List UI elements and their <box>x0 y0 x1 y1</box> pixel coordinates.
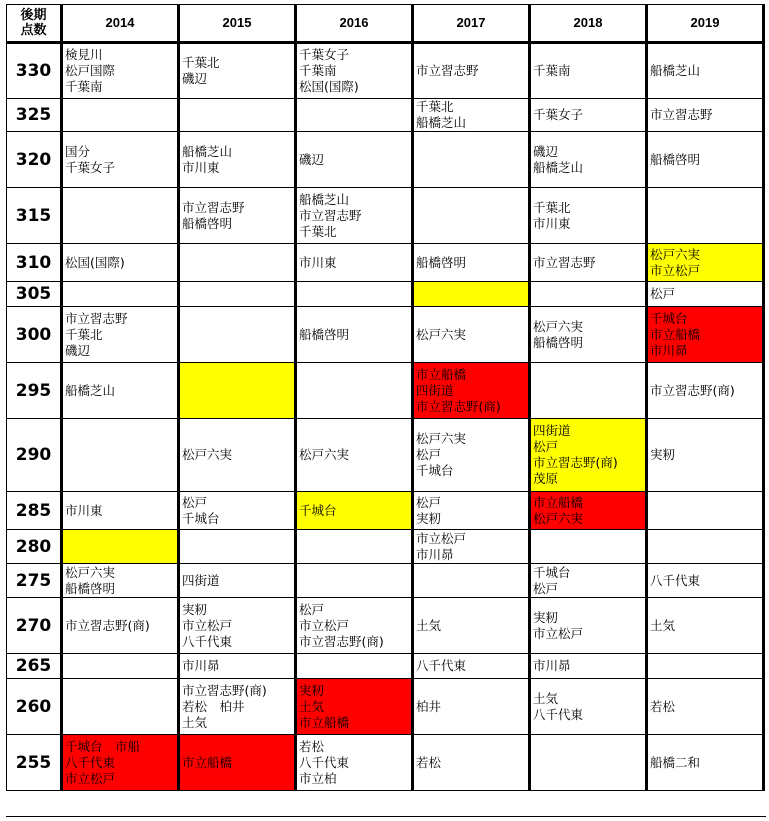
school-cell <box>296 132 413 188</box>
score-cell: 320 <box>7 132 62 188</box>
school-name: 松戸 <box>299 601 325 617</box>
school-cell <box>530 654 647 679</box>
table-continuation-edge <box>6 816 766 821</box>
score-cell: 275 <box>7 564 62 598</box>
score-cell: 300 <box>7 307 62 363</box>
school-name: 土気 <box>416 617 442 633</box>
year-header-2015: 2015 <box>179 5 296 43</box>
year-header-2014: 2014 <box>62 5 179 43</box>
school-cell <box>62 244 179 282</box>
school-name: 茂原 <box>533 471 559 486</box>
school-cell <box>647 363 764 419</box>
school-name: 市立習志野 <box>650 107 713 122</box>
school-name: 市立松戸 <box>650 262 701 278</box>
school-cell <box>413 735 530 791</box>
table-row <box>7 188 764 244</box>
table-row <box>7 282 764 307</box>
header-row <box>7 5 764 43</box>
school-name: 市立習志野(商) <box>416 398 501 414</box>
school-cell <box>413 654 530 679</box>
school-name: 松戸 <box>416 494 442 510</box>
school-name: 松戸六実 <box>416 431 467 446</box>
school-name: 若松 <box>299 738 325 754</box>
school-cell <box>296 282 413 307</box>
school-name: 八千代東 <box>416 658 467 673</box>
school-name: 松戸六実 <box>65 564 116 580</box>
school-name: 柏井 <box>416 698 442 714</box>
school-name: 土気 <box>299 698 325 714</box>
school-cell <box>647 564 764 598</box>
school-cell <box>296 654 413 679</box>
school-name: 市立船橋 <box>299 714 350 730</box>
school-cell <box>62 43 179 99</box>
school-cell <box>62 419 179 492</box>
school-name: 八千代東 <box>299 754 350 770</box>
school-name: 市立習志野 <box>416 63 479 78</box>
school-name: 千葉女子 <box>299 47 350 62</box>
school-cell <box>530 735 647 791</box>
school-cell <box>62 132 179 188</box>
school-name: 実籾 <box>182 601 208 617</box>
score-table <box>6 4 765 791</box>
score-cell: 305 <box>7 282 62 307</box>
school-name: 千葉南 <box>299 63 337 78</box>
school-cell <box>62 492 179 530</box>
school-cell <box>296 307 413 363</box>
school-name: 市川昴 <box>650 342 688 358</box>
school-cell <box>530 99 647 132</box>
score-cell: 310 <box>7 244 62 282</box>
school-name: 千城台 <box>416 463 454 478</box>
school-cell <box>413 43 530 99</box>
school-name: 土気 <box>533 690 559 706</box>
school-cell <box>296 244 413 282</box>
school-cell <box>647 419 764 492</box>
score-cell: 295 <box>7 363 62 419</box>
school-name: 千葉北 <box>182 55 220 70</box>
school-name: 市立船橋 <box>182 754 233 770</box>
table-row <box>7 598 764 654</box>
year-header-2017: 2017 <box>413 5 530 43</box>
school-cell <box>179 679 296 735</box>
school-cell <box>62 654 179 679</box>
school-name: 松戸六実 <box>182 447 233 462</box>
school-name: 市川昴 <box>182 658 220 673</box>
school-name: 市川昴 <box>533 658 571 673</box>
school-cell <box>647 492 764 530</box>
school-name: 若松 <box>416 754 442 770</box>
school-cell <box>296 99 413 132</box>
school-cell <box>530 363 647 419</box>
school-name: 市立習志野 <box>533 254 596 270</box>
school-name: 若松 柏井 <box>182 698 245 714</box>
school-cell <box>647 735 764 791</box>
school-name: 船橋啓明 <box>416 254 467 270</box>
school-name: 四街道 <box>416 382 454 398</box>
score-column-header <box>7 5 62 43</box>
school-name: 千城台 <box>533 564 571 580</box>
school-cell <box>530 598 647 654</box>
school-cell <box>413 530 530 564</box>
school-name: 千葉女子 <box>533 107 584 122</box>
school-cell <box>62 598 179 654</box>
school-cell <box>62 679 179 735</box>
school-cell <box>413 492 530 530</box>
school-cell <box>530 679 647 735</box>
school-name: 市川昴 <box>416 546 454 562</box>
school-cell <box>179 43 296 99</box>
score-cell: 280 <box>7 530 62 564</box>
school-cell <box>179 735 296 791</box>
school-name: 市川東 <box>533 215 571 231</box>
school-name: 磯辺 <box>533 143 559 159</box>
school-name: 千城台 <box>650 310 688 326</box>
school-name: 国分 <box>65 143 91 159</box>
score-cell: 265 <box>7 654 62 679</box>
school-name: 八千代東 <box>65 754 116 770</box>
school-name: 市立習志野(商) <box>650 382 735 398</box>
school-name: 市立習志野(商) <box>533 455 618 470</box>
school-name: 市川東 <box>65 502 103 518</box>
school-cell <box>413 132 530 188</box>
score-cell: 270 <box>7 598 62 654</box>
score-cell: 290 <box>7 419 62 492</box>
school-name: 市川東 <box>182 159 220 175</box>
school-name: 若松 <box>650 698 676 714</box>
school-name: 松戸国際 <box>65 63 116 78</box>
school-cell <box>530 282 647 307</box>
table-row <box>7 492 764 530</box>
school-name: 松戸 <box>416 447 442 462</box>
school-cell <box>296 598 413 654</box>
school-name: 千葉南 <box>65 79 103 94</box>
school-name: 市立習志野 <box>182 199 245 215</box>
school-name: 八千代東 <box>533 706 584 722</box>
school-name: 松戸六実 <box>533 510 584 526</box>
school-name: 市立習志野(商) <box>65 617 150 633</box>
school-name: 実籾 <box>533 609 559 625</box>
school-name: 船橋芝山 <box>182 143 233 159</box>
school-name: 松戸六実 <box>299 447 350 462</box>
school-cell <box>179 244 296 282</box>
school-name: 松戸六実 <box>650 246 701 262</box>
school-name: 市立柏 <box>299 770 337 786</box>
school-name: 船橋啓明 <box>533 334 584 350</box>
score-cell: 255 <box>7 735 62 791</box>
school-cell <box>647 244 764 282</box>
school-cell <box>530 43 647 99</box>
school-name: 船橋芝山 <box>299 191 350 207</box>
school-name: 船橋二和 <box>650 754 701 770</box>
school-cell <box>413 564 530 598</box>
school-cell <box>62 530 179 564</box>
school-cell <box>647 282 764 307</box>
school-name: 千葉女子 <box>65 159 116 175</box>
table-row <box>7 363 764 419</box>
school-name: 市立松戸 <box>416 530 467 546</box>
score-cell: 285 <box>7 492 62 530</box>
table-row <box>7 419 764 492</box>
school-name: 千葉南 <box>533 63 571 78</box>
school-cell <box>530 492 647 530</box>
corner-label-line1: 後期 <box>20 8 47 23</box>
school-cell <box>647 99 764 132</box>
school-name: 船橋啓明 <box>650 151 701 167</box>
school-cell <box>179 564 296 598</box>
corner-label-line2: 点数 <box>20 23 47 38</box>
school-name: 松国(国際) <box>299 79 359 94</box>
school-cell <box>413 419 530 492</box>
school-name: 八千代東 <box>182 633 233 649</box>
school-cell <box>179 363 296 419</box>
school-cell <box>179 530 296 564</box>
school-cell <box>296 188 413 244</box>
table-row <box>7 132 764 188</box>
school-name: 市立習志野(商) <box>182 682 267 698</box>
school-name: 市立船橋 <box>533 494 584 510</box>
score-cell: 325 <box>7 99 62 132</box>
school-cell <box>62 564 179 598</box>
year-header-2016: 2016 <box>296 5 413 43</box>
school-name: 船橋芝山 <box>650 63 701 78</box>
score-cell: 330 <box>7 43 62 99</box>
school-name: 千葉北 <box>533 199 571 215</box>
school-cell <box>296 530 413 564</box>
school-cell <box>296 564 413 598</box>
school-name: 実籾 <box>650 447 676 462</box>
school-name: 市川東 <box>299 254 337 270</box>
school-cell <box>647 530 764 564</box>
table-row <box>7 654 764 679</box>
school-cell <box>62 363 179 419</box>
school-name: 千葉北 <box>65 326 103 342</box>
year-header-2019: 2019 <box>647 5 764 43</box>
school-name: 市立船橋 <box>650 326 701 342</box>
school-name: 土気 <box>182 714 208 730</box>
school-cell <box>413 188 530 244</box>
school-name: 市立松戸 <box>533 625 584 641</box>
school-cell <box>179 598 296 654</box>
school-cell <box>296 679 413 735</box>
school-name: 市立習志野 <box>299 207 362 223</box>
table-row <box>7 99 764 132</box>
table-row <box>7 679 764 735</box>
table-row <box>7 735 764 791</box>
school-cell <box>179 492 296 530</box>
school-cell <box>179 99 296 132</box>
table-row <box>7 244 764 282</box>
school-name: 松戸六実 <box>416 326 467 342</box>
school-cell <box>179 188 296 244</box>
school-name: 船橋芝山 <box>65 382 116 398</box>
school-cell <box>62 188 179 244</box>
school-cell <box>179 419 296 492</box>
school-cell <box>413 244 530 282</box>
school-cell <box>62 735 179 791</box>
school-name: 磯辺 <box>299 151 325 167</box>
school-name: 市立松戸 <box>65 770 116 786</box>
school-cell <box>530 530 647 564</box>
school-name: 船橋芝山 <box>533 159 584 175</box>
school-cell <box>179 654 296 679</box>
school-cell <box>413 307 530 363</box>
school-name: 磯辺 <box>182 71 208 86</box>
school-name: 市立船橋 <box>416 366 467 382</box>
school-cell <box>647 307 764 363</box>
school-cell <box>530 419 647 492</box>
score-cell: 315 <box>7 188 62 244</box>
school-cell <box>647 132 764 188</box>
table-row <box>7 307 764 363</box>
school-cell <box>296 735 413 791</box>
school-cell <box>62 307 179 363</box>
school-cell <box>413 99 530 132</box>
table-row <box>7 530 764 564</box>
school-cell <box>413 282 530 307</box>
school-cell <box>296 43 413 99</box>
school-name: 検見川 <box>65 47 103 62</box>
school-cell <box>647 43 764 99</box>
school-name: 千葉北 <box>299 223 337 239</box>
school-cell <box>413 679 530 735</box>
school-cell <box>179 282 296 307</box>
school-name: 磯辺 <box>65 342 91 358</box>
score-cell: 260 <box>7 679 62 735</box>
school-name: 船橋啓明 <box>299 326 350 342</box>
school-cell <box>296 363 413 419</box>
school-cell <box>530 564 647 598</box>
school-name: 四街道 <box>533 423 571 438</box>
school-name: 市立習志野(商) <box>299 633 384 649</box>
school-name: 松戸 <box>533 580 559 596</box>
school-cell <box>530 188 647 244</box>
school-name: 市立松戸 <box>182 617 233 633</box>
school-name: 千城台 市船 <box>65 738 141 754</box>
school-cell <box>413 598 530 654</box>
school-name: 千城台 <box>182 510 220 526</box>
school-name: 市立松戸 <box>299 617 350 633</box>
school-cell <box>647 598 764 654</box>
school-cell <box>413 363 530 419</box>
school-cell <box>530 244 647 282</box>
table-row <box>7 564 764 598</box>
school-cell <box>296 419 413 492</box>
school-cell <box>530 307 647 363</box>
school-cell <box>647 654 764 679</box>
school-cell <box>62 282 179 307</box>
school-name: 松戸六実 <box>533 318 584 334</box>
school-cell <box>296 492 413 530</box>
school-name: 船橋啓明 <box>65 580 116 596</box>
year-header-2018: 2018 <box>530 5 647 43</box>
school-cell <box>179 307 296 363</box>
school-name: 船橋啓明 <box>182 215 233 231</box>
school-cell <box>62 99 179 132</box>
school-name: 千城台 <box>299 502 337 518</box>
school-name: 八千代東 <box>650 572 701 588</box>
school-cell <box>530 132 647 188</box>
school-name: 松戸 <box>533 439 559 454</box>
school-name: 実籾 <box>416 510 442 526</box>
school-name: 松戸 <box>182 494 208 510</box>
school-name: 千葉北 <box>416 99 454 114</box>
school-name: 松国(国際) <box>65 254 125 270</box>
school-name: 実籾 <box>299 682 325 698</box>
school-cell <box>647 188 764 244</box>
school-name: 四街道 <box>182 572 220 588</box>
school-cell <box>179 132 296 188</box>
school-name: 土気 <box>650 617 676 633</box>
school-name: 市立習志野 <box>65 310 128 326</box>
table-row <box>7 43 764 99</box>
school-cell <box>647 679 764 735</box>
school-name: 松戸 <box>650 286 676 301</box>
school-name: 船橋芝山 <box>416 115 467 130</box>
